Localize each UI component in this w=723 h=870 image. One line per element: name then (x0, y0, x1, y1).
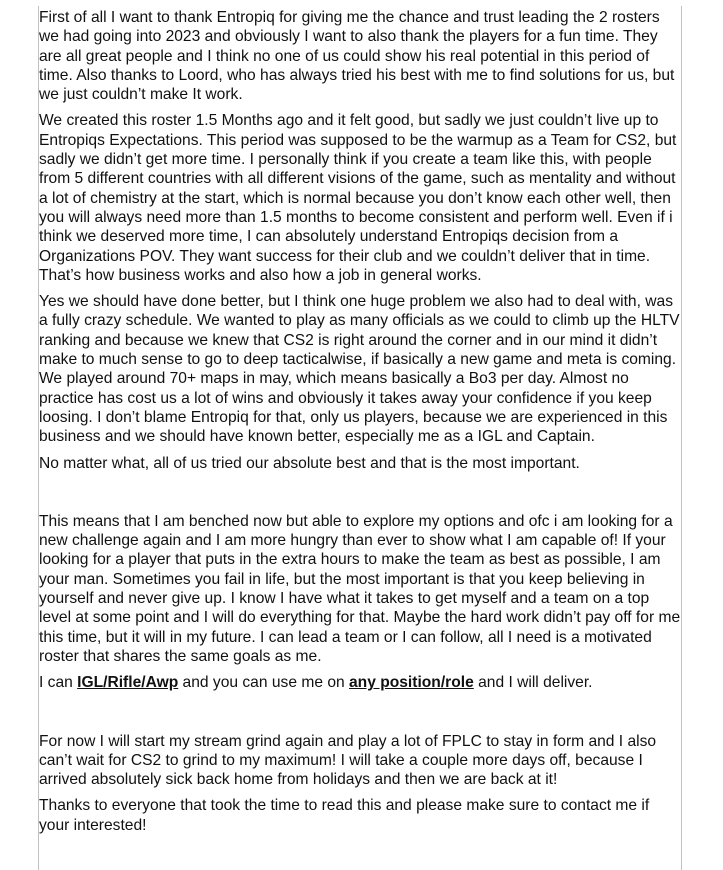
paragraph-thanks: First of all I want to thank Entropiq for giving me the chance and trust leading the 2 rosters we had going into 2023 and obviously I want to also thank the players for a fun time. They are all great people and I think no one of us could show his real potential in this period of time. Also thanks to Loord, who has always tried his best with me to find solutions for us, but we just couldn’t make It work. (39, 9, 675, 104)
position-highlight: any position/role (349, 674, 474, 692)
paragraph-roster: We created this roster 1.5 Months ago and it felt good, but sadly we just couldn’t live up to Entropiqs Expectations. This period was supposed to be the warmup as a Team for CS2, but sadly we didn’t get more time. I personally think if you create a team like this, with people from 5 different countries with all different visions of the game, such as mentality and without a lot of chemistry at the start, which is normal because you don’t know each other well, then you will always need more than 1.5 months to become consistent and perform well. Even if i think we deserved more time, I can absolutely understand Entropiqs decision from a Organizations POV. They want success for their club and we couldn’t deliver that in time. That’s how business works and also how a job in general works. (39, 112, 677, 284)
paragraph-benched: This means that I am benched now but able to explore my options and ofc i am looking for a new challenge again and I am more hungry than ever to show what I am capable of! If your looking for a player that puts in the extra hours to make the team as best as possible, I am your man. Sometimes you fail in life, but the most important is that you keep believing in yourself and never give up. I know I have what it takes to get myself and a team on a top level at some point and I will do everything for that. Maybe the hard work didn’t pay off for me this time, but it will in my future. I can lead a team or I can follow, all I need is a motivated roster that shares the same goals as me. (39, 512, 681, 665)
paragraph-schedule: Yes we should have done better, but I think one huge problem we also had to deal with, was a fully crazy schedule. We wanted to play as many officials as we could to climb up the HLTV ranking and because we knew that CS2 is right around the corner and in our mind it didn’t make to much sense to go to deep tacticalwise, if basically a new game and meta is coming. We played around 70+ maps in may, which means basically a Bo3 per day. Almost no practice has cost us a lot of wins and obviously it takes away your confidence if you keep loosing. I don’t blame Entropiq for that, only us players, because we are experienced in this business and we should have known better, especially me as a IGL and Captain. (39, 293, 680, 446)
document-body (39, 8, 681, 842)
roles-highlight: IGL/Rifle/Awp (77, 674, 179, 692)
blank-line (39, 700, 681, 732)
roles-middle: and you can use me on (178, 674, 349, 692)
paragraph-best: No matter what, all of us tried our absolute best and that is the most important. (39, 454, 580, 472)
blank-line (39, 480, 681, 512)
roles-suffix: and I will deliver. (473, 674, 593, 692)
paragraph-closing: Thanks to everyone that took the time to read this and please make sure to contact me if your interested! (39, 797, 650, 834)
paragraph-stream: For now I will start my stream grind again and play a lot of FPLC to stay in form and I also can’t wait for CS2 to grind to my maximum! I will take a couple more days off, because I arrived absolutely sick back home from holidays and then we are back at it! (39, 732, 657, 789)
roles-prefix: I can (39, 674, 78, 692)
paragraph-roles (39, 673, 681, 692)
right-margin-line (681, 6, 682, 870)
